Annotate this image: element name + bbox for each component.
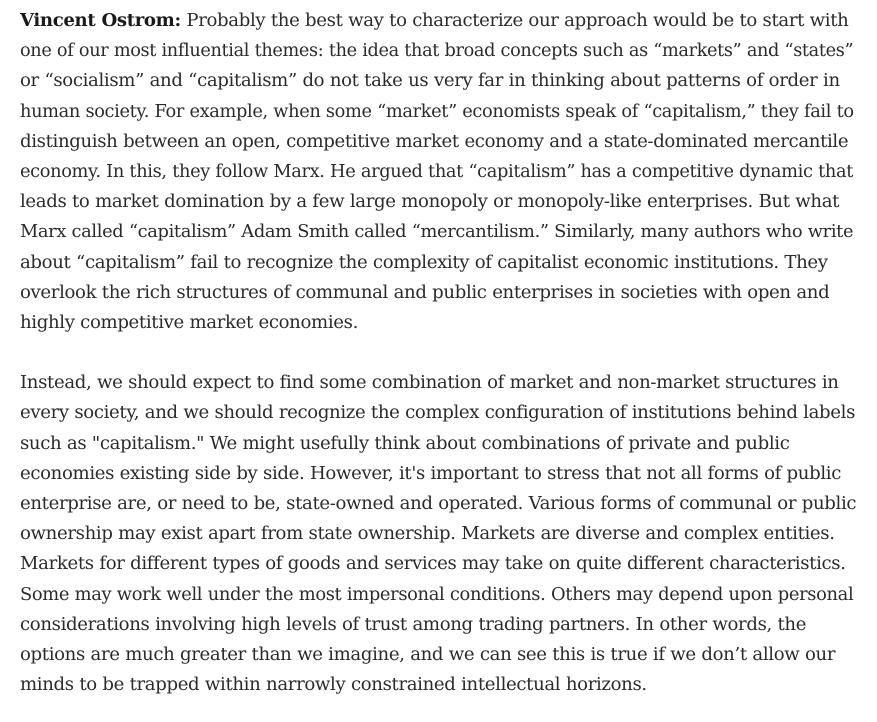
text-line: enterprise are, or need to be, state-owned and operated. Various forms of communal or public — [20, 493, 857, 515]
text-line: ownership may exist apart from state ownership. Markets are diverse and complex entities. — [20, 523, 835, 545]
text-line: Marx called “capitalism” Adam Smith called “mercantilism.” Similarly, many authors who write — [20, 221, 854, 243]
article-body — [20, 6, 858, 700]
text-line: minds to be trapped within narrowly constrained intellectual horizons. — [20, 674, 647, 696]
text-line: Vincent Ostrom: Probably the best way to characterize our approach would be to start with — [20, 10, 849, 31]
text-line: one of our most influential themes: the idea that broad concepts such as “markets” and “states” — [20, 41, 854, 62]
text-line: economy. In this, they follow Marx. He argued that “capitalism” has a competitive dynamic that — [20, 161, 853, 183]
text-line: Instead, we should expect to find some combination of market and non-market structures in — [20, 372, 839, 394]
text-line: or “socialism” and “capitalism” do not take us very far in thinking about patterns of order in — [20, 70, 840, 92]
text-line: leads to market domination by a few large monopoly or monopoly-like enterprises. But what — [20, 191, 840, 213]
text-line: about “capitalism” fail to recognize the complexity of capitalist economic institutions. They — [20, 251, 828, 273]
speaker-name: Vincent Ostrom: — [20, 10, 181, 31]
text-line: every society, and we should recognize the complex configuration of institutions behind labels — [20, 402, 856, 424]
text-line: considerations involving high levels of trust among trading partners. In other words, the — [20, 613, 807, 635]
paragraph-1 — [20, 6, 858, 338]
text-line: highly competitive market economies. — [20, 312, 358, 334]
text-line: overlook the rich structures of communal and public enterprises in societies with open and — [20, 281, 830, 303]
text-line: options are much greater than we imagine, and we can see this is true if we don’t allow our — [20, 644, 836, 666]
text-line: Some may work well under the most impersonal conditions. Others may depend upon personal — [20, 583, 854, 605]
paragraph-2 — [20, 368, 858, 700]
text-line: economies existing side by side. However, it's important to stress that not all forms of public — [20, 462, 841, 484]
text-line: such as "capitalism." We might usefully think about combinations of private and public — [20, 432, 790, 454]
text-line: Markets for different types of goods and services may take on quite different characteristics. — [20, 553, 846, 575]
text-line: distinguish between an open, competitive market economy and a state-dominated mercantile — [20, 130, 849, 152]
text-line: human society. For example, when some “market” economists speak of “capitalism,” they fail to — [20, 101, 854, 122]
